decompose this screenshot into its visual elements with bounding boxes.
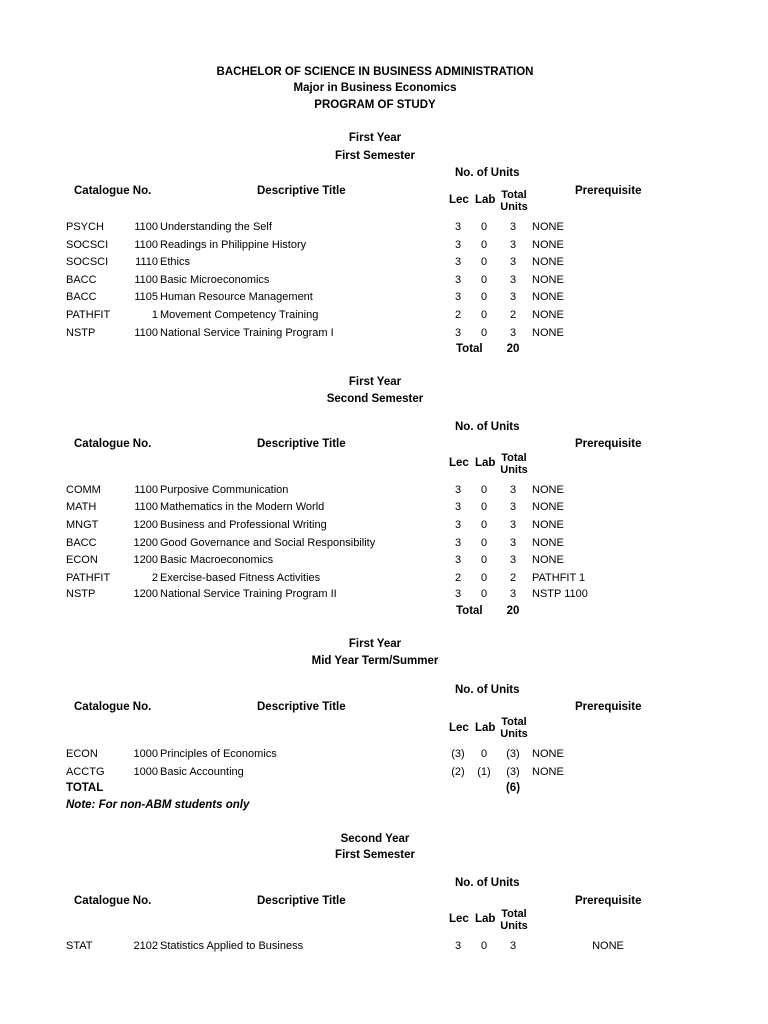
section-year: Second Year <box>340 833 410 845</box>
course-pre: NONE <box>532 766 564 778</box>
course-num: 1 <box>151 309 158 321</box>
catalogue-header: Catalogue No. <box>74 701 152 713</box>
course-title: National Service Training Program I <box>160 327 334 339</box>
course-title: Purposive Communication <box>160 484 289 496</box>
lec-header: Lec <box>449 722 469 734</box>
course-tot: 3 <box>509 501 517 513</box>
course-code: NSTP <box>66 327 96 339</box>
course-tot: 2 <box>509 572 517 584</box>
course-row <box>0 221 768 238</box>
course-lec: (3) <box>451 748 465 760</box>
course-code: SOCSCI <box>66 256 109 268</box>
course-lab: 0 <box>480 327 488 339</box>
total-label: Total <box>456 343 483 355</box>
course-num: 1100 <box>134 239 158 251</box>
course-row <box>0 519 768 536</box>
course-lec: 3 <box>454 484 462 496</box>
course-row <box>0 588 768 605</box>
course-row <box>0 748 768 765</box>
course-title: Human Resource Management <box>160 291 313 303</box>
course-lab: 0 <box>480 239 488 251</box>
course-title: Principles of Economics <box>160 748 277 760</box>
course-lab: 0 <box>480 309 488 321</box>
course-tot: 3 <box>509 327 517 339</box>
course-row <box>0 274 768 291</box>
course-row <box>0 309 768 326</box>
no-of-units-header: No. of Units <box>455 421 520 433</box>
course-title: Exercise-based Fitness Activities <box>160 572 321 584</box>
catalogue-header: Catalogue No. <box>74 438 152 450</box>
course-row <box>0 766 768 783</box>
course-num: 1100 <box>134 327 158 339</box>
course-code: BACC <box>66 274 97 286</box>
course-title: Basic Microeconomics <box>160 274 270 286</box>
course-pre: NONE <box>532 221 564 233</box>
course-num: 1200 <box>133 554 158 566</box>
section-term: Second Semester <box>326 393 424 405</box>
total-units-value: (6) <box>505 782 521 794</box>
lab-header: Lab <box>475 722 496 734</box>
course-tot: 3 <box>509 274 517 286</box>
program-major: Major in Business Economics <box>293 82 457 94</box>
total-units-value: 20 <box>506 605 520 617</box>
course-pre: PATHFIT 1 <box>532 572 586 584</box>
course-num: 1100 <box>134 274 158 286</box>
section-year: First Year <box>348 132 402 144</box>
course-title: Basic Macroeconomics <box>160 554 274 566</box>
course-tot: 3 <box>509 484 517 496</box>
course-code: PSYCH <box>66 221 104 233</box>
course-title: Movement Competency Training <box>160 309 319 321</box>
course-lec: 3 <box>454 256 462 268</box>
course-tot: 3 <box>509 940 517 952</box>
course-pre: NONE <box>532 274 564 286</box>
course-tot: 3 <box>509 239 517 251</box>
course-tot: 3 <box>509 537 517 549</box>
course-pre: NONE <box>532 309 564 321</box>
course-row <box>0 537 768 554</box>
catalogue-header: Catalogue No. <box>74 185 152 197</box>
course-num: 2 <box>151 572 158 584</box>
course-lab: 0 <box>480 256 488 268</box>
course-title: Business and Professional Writing <box>160 519 327 531</box>
course-pre: NONE <box>532 537 564 549</box>
course-lab: (1) <box>477 766 491 778</box>
course-pre: NSTP 1100 <box>532 588 588 600</box>
prerequisite-header: Prerequisite <box>575 701 642 713</box>
section-year: First Year <box>348 376 402 388</box>
course-lec: 3 <box>454 940 462 952</box>
course-code: NSTP <box>66 588 96 600</box>
course-lab: 0 <box>480 572 488 584</box>
course-tot: (3) <box>506 748 520 760</box>
lec-header: Lec <box>449 194 469 206</box>
program-title: BACHELOR OF SCIENCE IN BUSINESS ADMINISTRATION <box>216 66 534 78</box>
prerequisite-header: Prerequisite <box>575 438 642 450</box>
course-num: 1200 <box>133 519 158 531</box>
descriptive-title-header: Descriptive Title <box>257 438 346 450</box>
course-row <box>0 239 768 256</box>
total-upper-label: TOTAL <box>66 782 104 794</box>
course-code: PATHFIT <box>66 309 111 321</box>
no-of-units-header: No. of Units <box>455 684 520 696</box>
course-row <box>0 572 768 589</box>
course-num: 1110 <box>135 256 158 268</box>
course-lec: 3 <box>454 239 462 251</box>
course-tot: 3 <box>509 554 517 566</box>
course-num: 1200 <box>133 537 158 549</box>
course-code: BACC <box>66 291 97 303</box>
course-row <box>0 554 768 571</box>
course-lec: 3 <box>454 501 462 513</box>
course-title: Statistics Applied to Business <box>160 940 304 952</box>
course-lec: 3 <box>454 588 462 600</box>
total-units-header: Total Units <box>500 452 528 476</box>
course-lab: 0 <box>480 484 488 496</box>
section-term: First Semester <box>335 150 415 162</box>
course-lec: 3 <box>454 519 462 531</box>
course-lab: 0 <box>480 537 488 549</box>
course-tot: 3 <box>509 519 517 531</box>
lec-header: Lec <box>449 457 469 469</box>
course-num: 1100 <box>134 484 158 496</box>
total-units-header: Total Units <box>500 189 528 213</box>
course-title: Mathematics in the Modern World <box>160 501 325 513</box>
course-lec: 2 <box>454 572 462 584</box>
course-row <box>0 501 768 518</box>
course-code: MATH <box>66 501 97 513</box>
course-title: National Service Training Program II <box>160 588 337 600</box>
descriptive-title-header: Descriptive Title <box>257 185 346 197</box>
course-code: PATHFIT <box>66 572 111 584</box>
course-code: BACC <box>66 537 97 549</box>
course-lec: 3 <box>454 221 462 233</box>
lab-header: Lab <box>475 194 496 206</box>
course-pre: NONE <box>532 554 564 566</box>
course-pre: NONE <box>532 748 564 760</box>
course-pre: NONE <box>532 239 564 251</box>
course-num: 1000 <box>133 766 158 778</box>
course-lec: 3 <box>454 554 462 566</box>
course-lec: 3 <box>454 327 462 339</box>
course-title: Readings in Philippine History <box>160 239 307 251</box>
total-units-header: Total Units <box>500 908 528 932</box>
lab-header: Lab <box>475 457 496 469</box>
course-lab: 0 <box>480 274 488 286</box>
course-row <box>0 484 768 501</box>
course-lab: 0 <box>480 748 488 760</box>
course-title: Good Governance and Social Responsibility <box>160 537 376 549</box>
course-lab: 0 <box>480 940 488 952</box>
course-code: COMM <box>66 484 101 496</box>
course-code: SOCSCI <box>66 239 109 251</box>
course-pre: NONE <box>532 519 564 531</box>
course-lab: 0 <box>480 519 488 531</box>
course-num: 1000 <box>133 748 158 760</box>
section-term: First Semester <box>335 849 415 861</box>
course-lec: 3 <box>454 291 462 303</box>
course-num: 1105 <box>134 291 158 303</box>
course-title: Ethics <box>160 256 190 268</box>
lab-header: Lab <box>475 913 496 925</box>
course-pre: NONE <box>532 327 564 339</box>
prerequisite-header: Prerequisite <box>575 895 642 907</box>
no-of-units-header: No. of Units <box>455 877 520 889</box>
course-pre: NONE <box>532 501 564 513</box>
course-tot: 2 <box>509 309 517 321</box>
section-note: Note: For non-ABM students only <box>66 799 250 811</box>
descriptive-title-header: Descriptive Title <box>257 895 346 907</box>
course-pre: NONE <box>532 291 564 303</box>
prerequisite-header: Prerequisite <box>575 185 642 197</box>
course-lab: 0 <box>480 221 488 233</box>
no-of-units-header: No. of Units <box>455 167 520 179</box>
course-code: MNGT <box>66 519 99 531</box>
course-tot: (3) <box>506 766 520 778</box>
course-lab: 0 <box>480 501 488 513</box>
course-row <box>0 256 768 273</box>
lec-header: Lec <box>449 913 469 925</box>
course-num: 1100 <box>134 221 158 233</box>
course-lab: 0 <box>480 554 488 566</box>
course-lec: (2) <box>451 766 465 778</box>
course-code: STAT <box>66 940 93 952</box>
program-subtitle: PROGRAM OF STUDY <box>314 99 436 111</box>
catalogue-header: Catalogue No. <box>74 895 152 907</box>
course-lec: 3 <box>454 274 462 286</box>
course-lec: 3 <box>454 537 462 549</box>
total-units-value: 20 <box>506 343 520 355</box>
course-pre-center: NONE <box>592 940 624 952</box>
course-code: ACCTG <box>66 766 105 778</box>
descriptive-title-header: Descriptive Title <box>257 701 346 713</box>
course-row <box>0 291 768 308</box>
course-title: Understanding the Self <box>160 221 272 233</box>
course-tot: 3 <box>509 256 517 268</box>
total-label: Total <box>456 605 483 617</box>
course-row <box>0 940 768 957</box>
course-title: Basic Accounting <box>160 766 244 778</box>
total-units-header: Total Units <box>500 716 528 740</box>
course-pre: NONE <box>532 484 564 496</box>
course-code: ECON <box>66 554 98 566</box>
course-row <box>0 327 768 344</box>
course-num: 2102 <box>133 940 158 952</box>
course-code: ECON <box>66 748 98 760</box>
section-year: First Year <box>348 638 402 650</box>
course-tot: 3 <box>509 588 517 600</box>
course-pre: NONE <box>532 256 564 268</box>
course-num: 1100 <box>134 501 158 513</box>
section-term: Mid Year Term/Summer <box>311 655 439 667</box>
course-lec: 2 <box>454 309 462 321</box>
course-num: 1200 <box>133 588 158 600</box>
course-tot: 3 <box>509 291 517 303</box>
course-lab: 0 <box>480 588 488 600</box>
course-lab: 0 <box>480 291 488 303</box>
course-tot: 3 <box>509 221 517 233</box>
